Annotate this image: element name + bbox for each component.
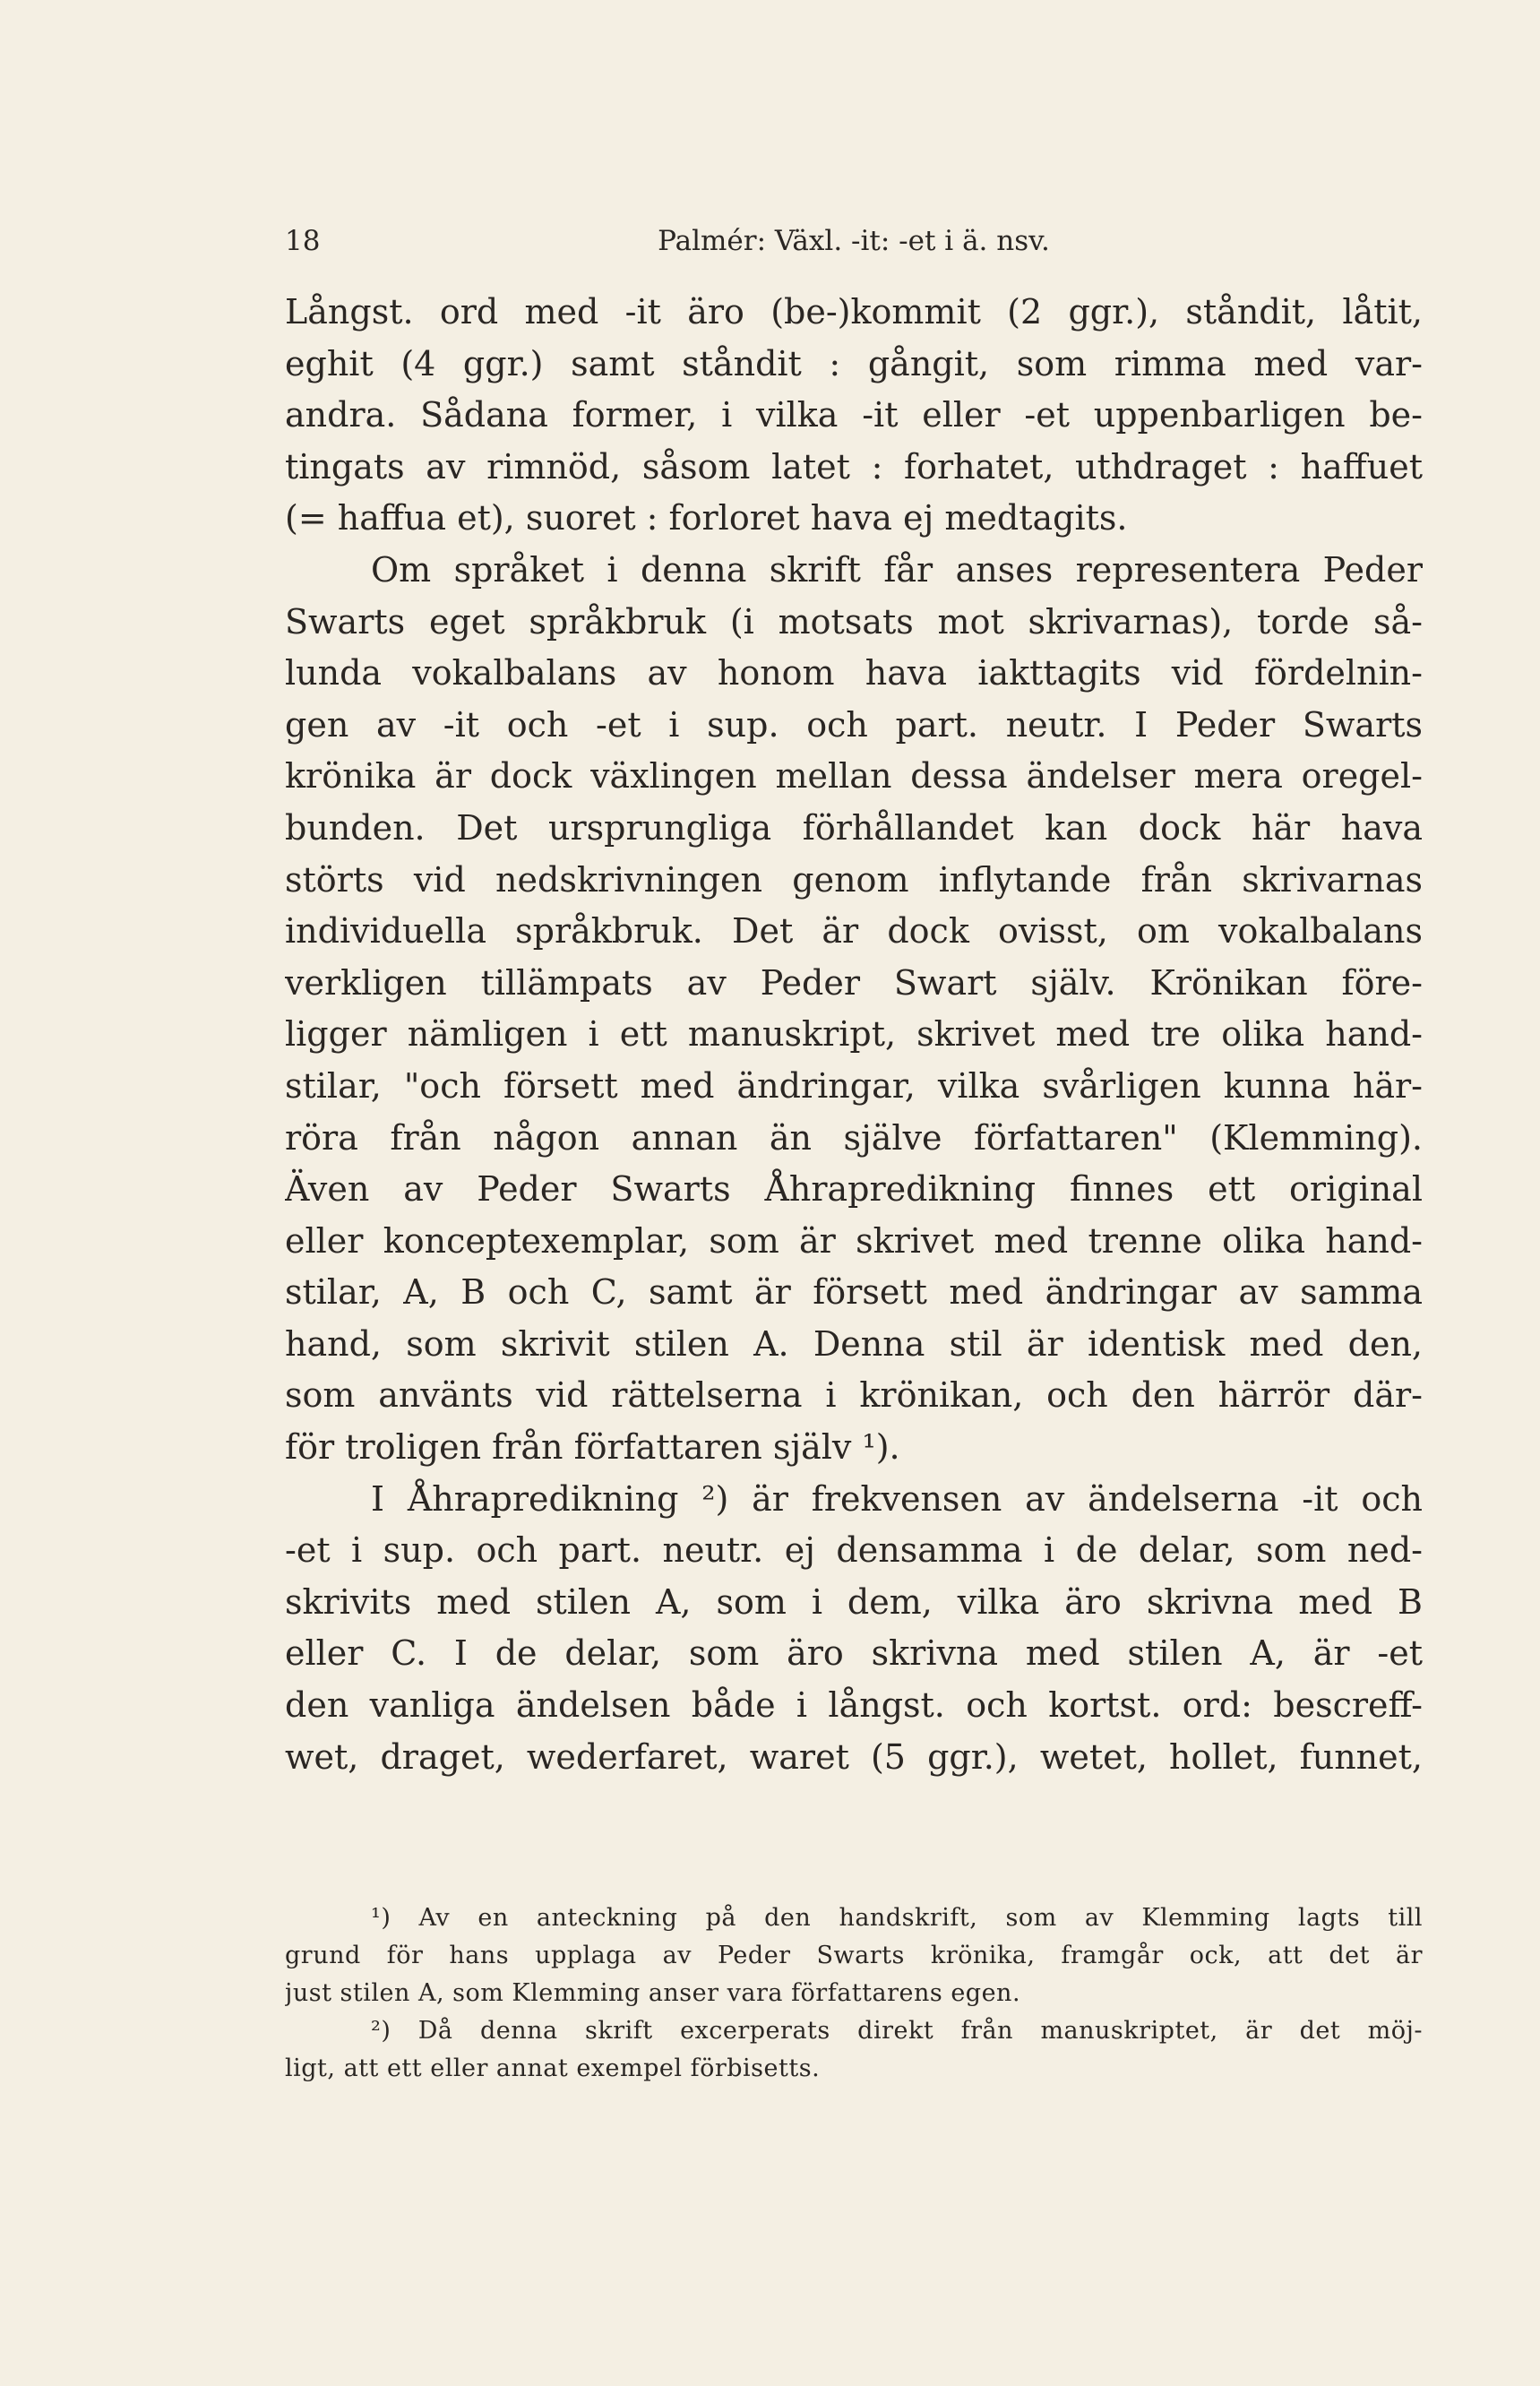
- text-line: (= haffua et), suoret : forloret hava ej medtagits.: [285, 498, 1128, 538]
- text-line: stilar, A, B och C, samt är försett med ändringar av samma: [285, 1272, 1423, 1313]
- text-line: störts vid nedskrivningen genom inflytande från skrivarnas: [285, 859, 1423, 900]
- text-line: stilar, "och försett med ändringar, vilka svårligen kunna här-: [285, 1065, 1423, 1106]
- text-line: krönika är dock växlingen mellan dessa ändelser mera oregel-: [285, 756, 1423, 797]
- footnote-line: just stilen A, som Klemming anser vara författarens egen.: [285, 1979, 1021, 2007]
- text-line: Långst. ord med -it äro (be-)kommit (2 ggr.), ståndit, låtit,: [285, 292, 1423, 332]
- text-line: som använts vid rättelserna i krönikan, och den härrör där-: [285, 1375, 1423, 1416]
- text-line: eghit (4 ggr.) samt ståndit : gångit, som rimma med var-: [285, 343, 1423, 383]
- text-line: för troligen från författaren själv ¹).: [285, 1427, 900, 1468]
- text-line: andra. Sådana former, i vilka -it eller -et uppenbarligen be-: [285, 395, 1423, 435]
- text-line: gen av -it och -et i sup. och part. neutr. I Peder Swarts: [285, 704, 1423, 745]
- text-line: verkligen tillämpats av Peder Swart själv. Krönikan före-: [285, 962, 1423, 1003]
- running-head: Palmér: Växl. -it: -et i ä. nsv.: [658, 225, 1050, 257]
- text-line: skrivits med stilen A, som i dem, vilka äro skrivna med B: [285, 1581, 1423, 1622]
- footnote-line: ¹) Av en anteckning på den handskrift, som av Klemming lagts till: [371, 1904, 1423, 1932]
- text-line: ligger nämligen i ett manuskript, skrivet med tre olika hand-: [285, 1014, 1423, 1055]
- text-line: hand, som skrivit stilen A. Denna stil är identisk med den,: [285, 1323, 1423, 1364]
- page-number: 18: [285, 225, 321, 257]
- text-line: eller C. I de delar, som äro skrivna med stilen A, är -et: [285, 1633, 1423, 1674]
- text-line: wet, draget, wederfaret, waret (5 ggr.), wetet, hollet, funnet,: [285, 1736, 1423, 1777]
- text-line: Swarts eget språkbruk (i motsats mot skrivarnas), torde så-: [285, 601, 1423, 642]
- text-line: I Åhrapredikning ²) är frekvensen av ändelserna -it och: [371, 1478, 1423, 1519]
- text-line: lunda vokalbalans av honom hava iakttagits vid fördelnin-: [285, 653, 1423, 693]
- text-line: bunden. Det ursprungliga förhållandet kan dock här hava: [285, 807, 1423, 848]
- footnote-line: ligt, att ett eller annat exempel förbisetts.: [285, 2054, 821, 2082]
- text-line: individuella språkbruk. Det är dock ovisst, om vokalbalans: [285, 911, 1423, 952]
- body-text: [285, 287, 1423, 1783]
- footnotes: [285, 1899, 1423, 2088]
- text-line: den vanliga ändelsen både i långst. och kortst. ord: bescreff-: [285, 1685, 1423, 1726]
- text-line: röra från någon annan än själve författaren" (Klemming).: [285, 1117, 1423, 1158]
- text-line: Även av Peder Swarts Åhrapredikning finnes ett original: [285, 1169, 1423, 1210]
- text-line: tingats av rimnöd, såsom latet : forhatet, uthdraget : haffuet: [285, 446, 1423, 487]
- text-line: Om språket i denna skrift får anses representera Peder: [371, 549, 1423, 590]
- page-header: [285, 219, 1423, 263]
- footnote-line: grund för hans upplaga av Peder Swarts krönika, framgår ock, att det är: [285, 1942, 1423, 1969]
- text-line: -et i sup. och part. neutr. ej densamma i de delar, som ned-: [285, 1530, 1423, 1571]
- footnote-line: ²) Då denna skrift excerperats direkt från manuskriptet, är det möj-: [371, 2017, 1423, 2045]
- text-line: eller konceptexemplar, som är skrivet med trenne olika hand-: [285, 1220, 1423, 1261]
